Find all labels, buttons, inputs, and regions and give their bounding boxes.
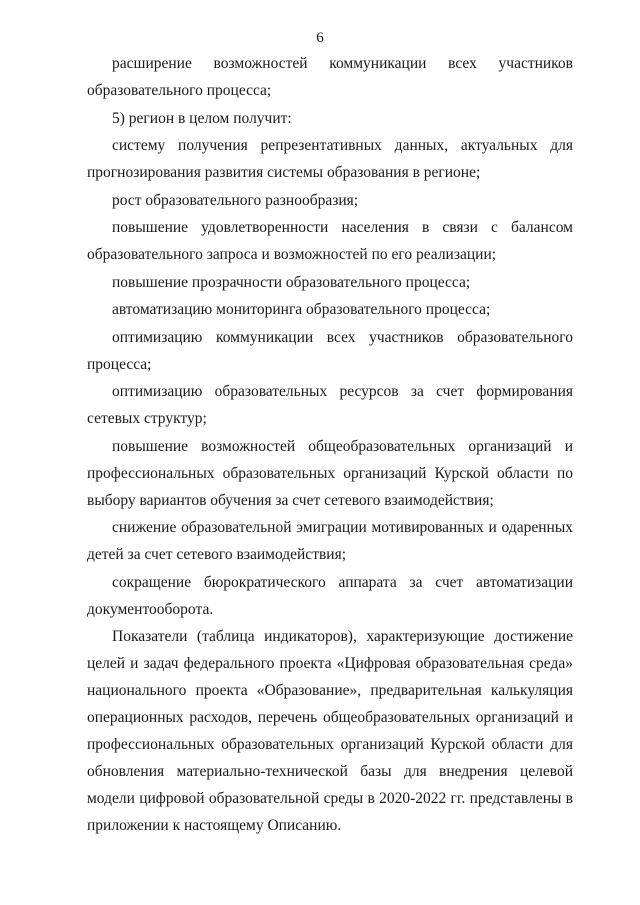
paragraph-9: оптимизацию образовательных ресурсов за счет формирования сетевых структур;: [87, 383, 573, 427]
paragraph-2: 5) регион в целом получит:: [112, 109, 292, 127]
page-number: 6: [316, 30, 324, 46]
paragraph-8: оптимизацию коммуникации всех участников образовательного процесса;: [87, 328, 573, 373]
paragraph-10: повышение возможностей общеобразовательных организаций и профессиональных образовательных организаций Курской области по выбору вариантов обучения за счет сетевого взаимодействия;: [87, 437, 573, 509]
paragraph-4: рост образовательного разнообразия;: [112, 191, 359, 209]
paragraph-6: повышение прозрачности образовательного процесса;: [112, 273, 471, 291]
paragraph-12: сокращение бюрократического аппарата за счет автоматизации документооборота.: [87, 573, 573, 618]
paragraph-13: Показатели (таблица индикаторов), характеризующие достижение целей и задач федерального проекта «Цифровая образовательная среда» национального проекта «Образование», предварительная калькуляция операционных расходов, перечень общеобразовательных организаций и профессиональных образовательных организаций Курской области для обновления материально-технической базы для внедрения целевой модели цифровой образовательной среды в 2020-2022 гг. представлены в приложении к настоящему Описанию.: [87, 628, 573, 834]
paragraph-3: систему получения репрезентативных данных, актуальных для прогнозирования развития системы образования в регионе;: [87, 137, 573, 181]
paragraph-5: повышение удовлетворенности населения в связи с балансом образовательного запроса и возможностей по его реализации;: [87, 219, 573, 263]
paragraph-7: автоматизацию мониторинга образовательного процесса;: [112, 301, 491, 318]
paragraph-11: снижение образовательной эмиграции мотивированных и одаренных детей за счет сетевого взаимодействия;: [87, 519, 573, 563]
body-text: [87, 50, 573, 839]
paragraph-1: расширение возможностей коммуникации всех участников образовательного процесса;: [87, 55, 573, 99]
